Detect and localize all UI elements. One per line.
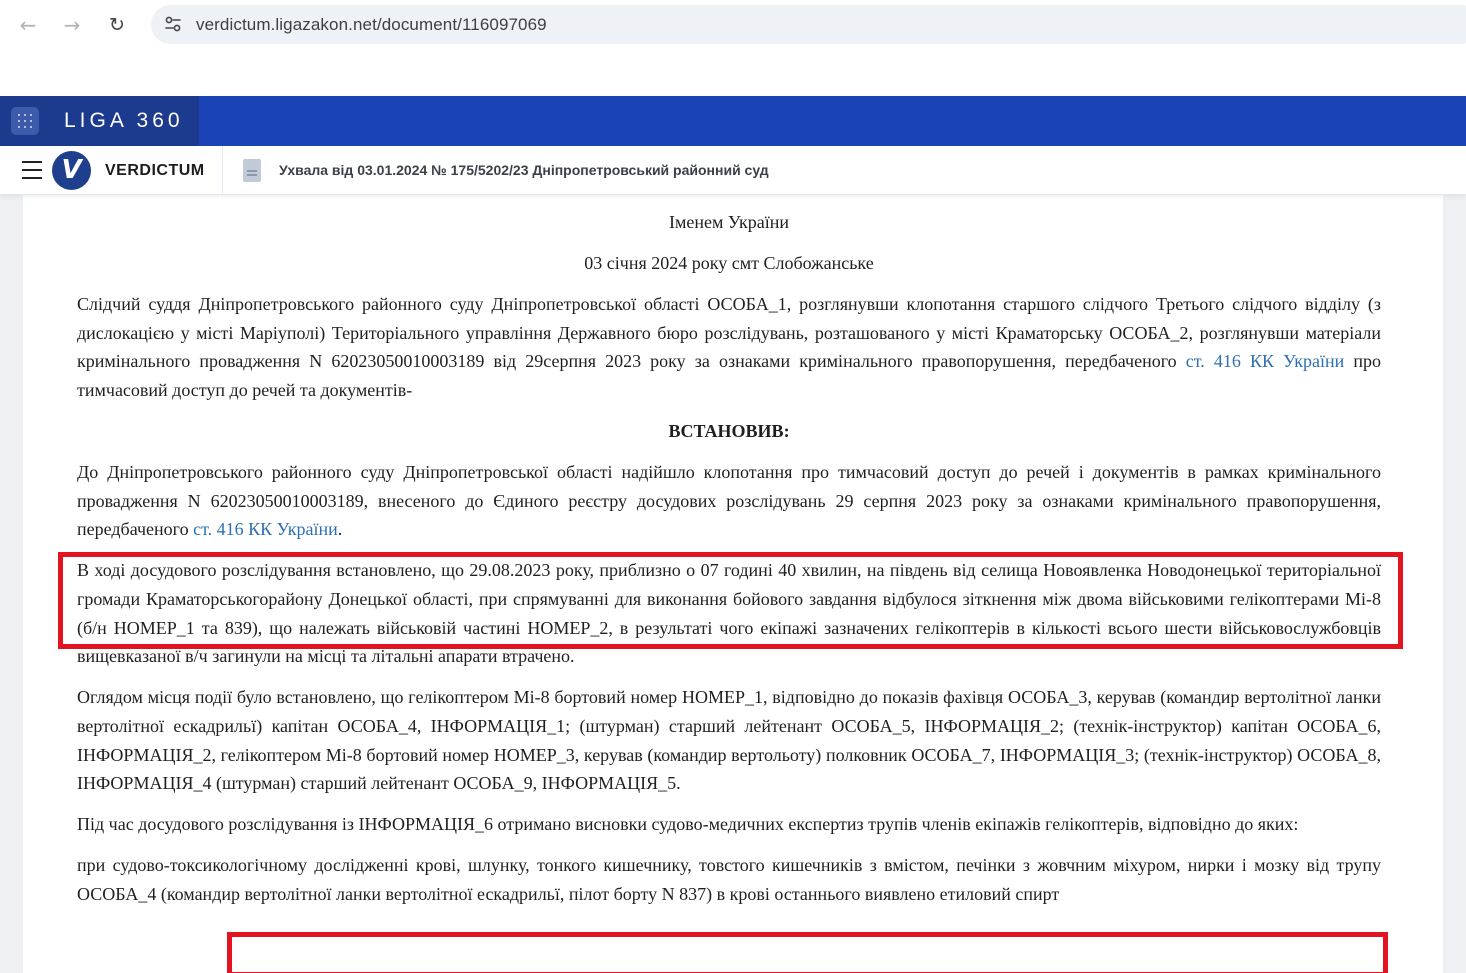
- verdictum-logo-icon[interactable]: [52, 151, 91, 190]
- document-preamble: Іменем України: [668, 212, 790, 232]
- law-link[interactable]: ст. 416 КК України: [193, 519, 338, 540]
- document-body: [77, 208, 1381, 921]
- document-icon: [243, 159, 261, 182]
- liga-brand-block: [0, 96, 199, 146]
- apps-grid-icon: [18, 114, 32, 128]
- verdictum-header: [0, 146, 1466, 195]
- paragraph-text: Слідчий суддя Дніпропетровського районного суду Дніпропетровської області ОСОБА_1, розглянувши клопотання старшого слідчого Третього слідчого відділу (з дислокацією у місті Маріуполі) Територіального управління Державного бюро розслідувань, розташованого у місті Краматорську ОСОБА_2, розглянувши матеріали кримінального провадження N 62023050010003189 від 29серпня 2023 року за ознаками кримінального правопорушення, передбаченого: [77, 294, 1381, 372]
- apps-grid-button[interactable]: [11, 107, 39, 135]
- document-date-place: 03 січня 2024 року смт Слобожанське: [584, 253, 874, 274]
- paragraph-text: про тимчасовий доступ до речей та документів-: [77, 351, 1381, 400]
- paragraph-text: .: [337, 519, 343, 540]
- paragraph-inspection: Оглядом місця події було встановлено, що гелікоптером Мі-8 бортовий номер НОМЕР_1, відповідно до показів фахівця ОСОБА_3, керував (командир вертолітної ланки вертолітної ескадрильї) капітан ОСОБА_4, ІНФОРМАЦІЯ_1; (штурман) старший лейтенант ОСОБА_5, ІНФОРМАЦІЯ_2; (технік-інструктор) капітан ОСОБА_6, ІНФОРМАЦІЯ_2, гелікоптером Мі-8 бортовий номер НОМЕР_3, керував (командир вертольоту) полковник ОСОБА_7, ІНФОРМАЦІЯ_3; (технік-інструктор) ОСОБА_8, ІНФОРМАЦІЯ_4 (штурман) старший лейтенант ОСОБА_9, ІНФОРМАЦІЯ_5.: [77, 687, 1381, 794]
- liga-header: [0, 96, 1466, 146]
- forward-arrow-icon[interactable]: →: [63, 13, 81, 37]
- logo-letter: V: [61, 155, 82, 185]
- header-divider: [222, 146, 223, 195]
- hamburger-icon[interactable]: [22, 161, 42, 179]
- site-settings-icon[interactable]: [164, 15, 182, 33]
- paragraph-expertise: Під час досудового розслідування із ІНФОРМАЦІЯ_6 отримано висновки судово-медичних експертиз трупів членів екіпажів гелікоптерів, відповідно до яких:: [77, 814, 1299, 835]
- brand-name[interactable]: VERDICTUM: [105, 162, 205, 179]
- paragraph-intro: [77, 290, 1381, 404]
- paragraph-petition: [77, 458, 1381, 544]
- paragraph-text: До Дніпропетровського районного суду Дніпропетровської області надійшло клопотання про тимчасовий доступ до речей і документів в рамках кримінального провадження N 62023050010003189, внесеного до Єдиного реєстру досудових розслідувань 29 серпня 2023 року за ознаками кримінального правопорушення, передбаченого: [77, 462, 1381, 540]
- back-arrow-icon[interactable]: ←: [19, 13, 37, 37]
- law-link[interactable]: ст. 416 КК України: [1185, 351, 1345, 372]
- reload-icon[interactable]: ↻: [109, 14, 125, 36]
- paragraph-incident: В ході досудового розслідування встановлено, що 29.08.2023 року, приблизно о 07 годині 40 хвилин, на південь від селища Новоявленка Новодонецької територіальної громади Краматорськогорайону Донецької області, при спрямуванні для виконання бойового завдання відбулося зіткнення між двома військовими гелікоптерами Мі-8 (б/н НОМЕР_1 та 839), що належать військовій частині НОМЕР_2, в результаті чого екіпажі зазначених гелікоптерів в кількості всього шести військовослужбовців вищевказаної в/ч загинули на місці та літальні апарати втрачено.: [77, 560, 1381, 667]
- section-heading: ВСТАНОВИВ:: [668, 421, 790, 442]
- paragraph-toxicology: при судово-токсикологічному дослідженні крові, шлунку, тонкого кишечнику, товстого кишечників з вмістом, печінки з жовчним міхуром, нирки і мозку від трупу ОСОБА_4 (командир вертолітної ланки вертолітної ескадрильї, пілот борту N 837) в крові останнього виявлено етиловий спирт: [77, 855, 1381, 904]
- address-bar[interactable]: [151, 5, 1466, 44]
- document-title: Ухвала від 03.01.2024 № 175/5202/23 Дніпропетровський районний суд: [279, 162, 769, 178]
- url-text[interactable]: verdictum.ligazakon.net/document/116097069: [196, 15, 547, 34]
- liga-360-logo[interactable]: LIGA 360: [64, 109, 184, 132]
- browser-toolbar: [0, 0, 1466, 50]
